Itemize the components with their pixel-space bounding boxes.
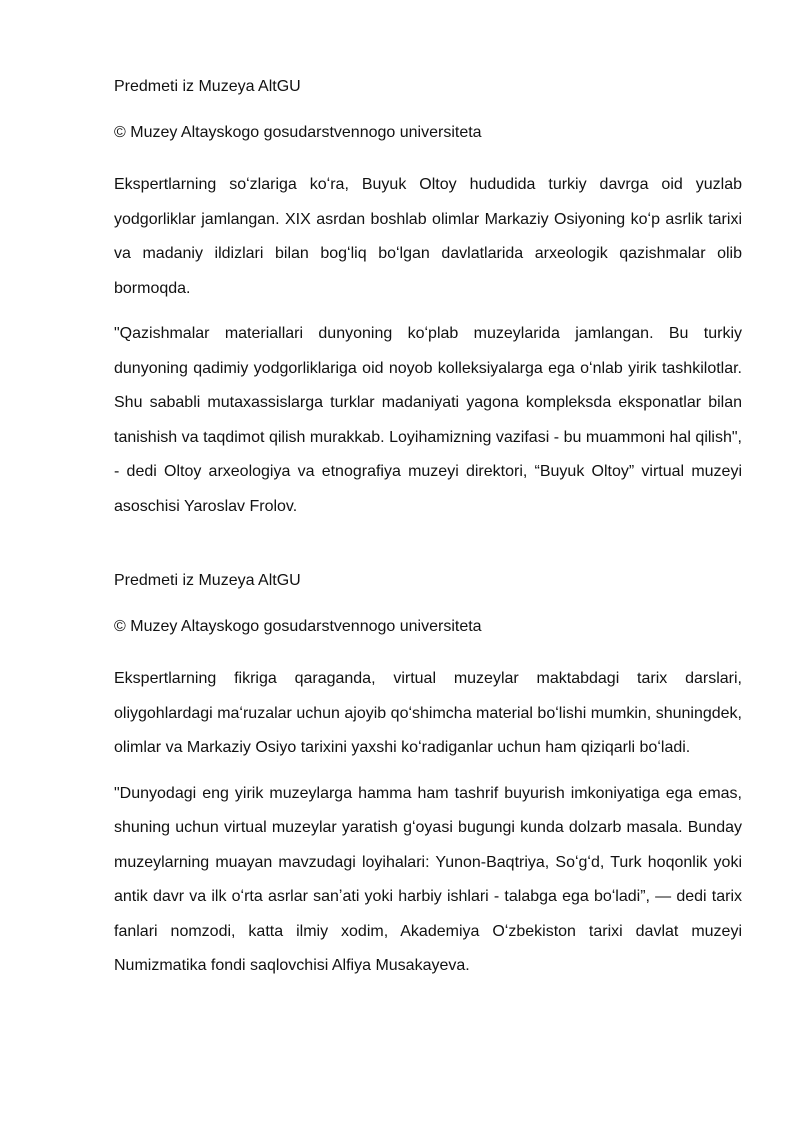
image-copyright: © Muzey Altayskogo gosudarstvennogo universiteta [114, 618, 482, 635]
document-page [114, 76, 742, 995]
article-section-2 [114, 570, 742, 984]
article-section-1 [114, 76, 742, 524]
quote-paragraph: "Dunyodagi eng yirik muzeylarga hamma ham tashrif buyurish imkoniyatiga ega emas, shuning uchun virtual muzeylar yaratish gʻoyasi bugungi kunda dolzarb masala. Bunday muzeylarning muayan mavzudagi loyihalari: Yunon-Baqtriya, Soʻgʻd, Turk hoqonlik yoki antik davr va ilk oʻrta asrlar sanʼati yoki harbiy ishlari - talabga ega boʻladi”, — dedi tarix fanlari nomzodi, katta ilmiy xodim, Akademiya Oʻzbekiston tarixi davlat muzeyi Numizmatika fondi saqlovchisi Alfiya Musakayeva. [114, 784, 742, 974]
image-caption: Predmeti iz Muzeya AltGU [114, 78, 301, 95]
image-caption: Predmeti iz Muzeya AltGU [114, 572, 301, 589]
paragraph: Ekspertlarning fikriga qaraganda, virtual muzeylar maktabdagi tarix darslari, oliygohlardagi maʻruzalar uchun ajoyib qoʻshimcha material boʻlishi mumkin, shuningdek, olimlar va Markaziy Osiyo tarixini yaxshi koʻradiganlar uchun ham qiziqarli boʻladi. [114, 670, 742, 756]
image-copyright: © Muzey Altayskogo gosudarstvennogo universiteta [114, 124, 482, 141]
paragraph: Ekspertlarning soʻzlariga koʻra, Buyuk Oltoy hududida turkiy davrga oid yuzlab yodgorliklar jamlangan. XIX asrdan boshlab olimlar Markaziy Osiyoning koʻp asrlik tarixi va madaniy ildizlari bilan bogʻliq boʻlgan davlatlarida arxeologik qazishmalar olib bormoqda. [114, 176, 742, 297]
quote-paragraph: "Qazishmalar materiallari dunyoning koʻplab muzeylarida jamlangan. Bu turkiy dunyoning qadimiy yodgorliklariga oid noyob kolleksiyalarga ega oʻnlab yirik tashkilotlar. Shu sababli mutaxassislarga turklar madaniyati yagona kompleksda eksponatlar bilan tanishish va taqdimot qilish murakkab. Loyihamizning vazifasi - bu muammoni hal qilish", - dedi Oltoy arxeologiya va etnografiya muzeyi direktori, “Buyuk Oltoy” virtual muzeyi asoschisi Yaroslav Frolov. [114, 325, 742, 515]
